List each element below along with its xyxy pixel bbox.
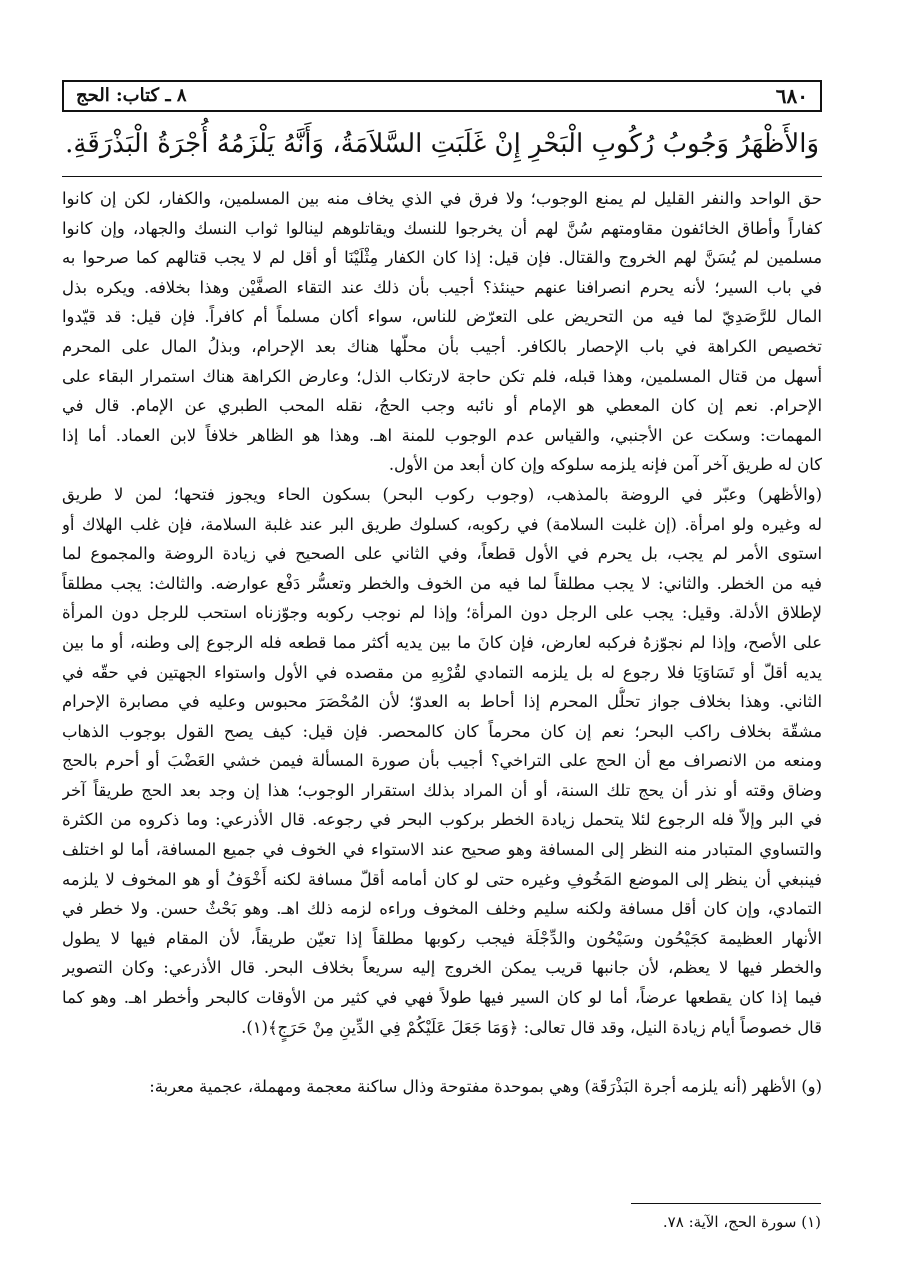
body-line: مسلمين لم يُسَنَّ لهم الخروج والقتال. فإن قيل: إذا كان الكفار مِثْلَيْنَا أو أقل لم لا يجب قتالهم كما صرحوا به [62, 248, 822, 268]
body-line: كان له طريق آخر آمن فإنه يلزمه سلوكه وإن كان أبعد من الأول. [388, 455, 822, 475]
body-line: لإطلاق الأدلة. وقيل: يجب على الرجل دون المرأة؛ وإذا لم نوجب ركوبه وجوّزناه استحب للرجل دون المرأة [62, 603, 822, 623]
body-line: له وغيره ولو امرأة. (إن غلبت السلامة) في ركوبه، كسلوك طريق البر عند غلبة السلامة، فإن غلب الهلاك أو [62, 514, 822, 534]
body-line: يديه أقلّ أو تَسَاوَيَا فلا رجوع له بل يلزمه التمادي لقُرْبِهِ من مقصده في الأول واستواء الجهتين في حقّه في [62, 662, 822, 682]
body-line: وضاق وقته أو نذر أن يحج تلك السنة، أو أن المراد بذلك استقرار الوجوب؛ هذا إن وجد بعد الحج طريقاً آخر [62, 780, 822, 800]
body-line: التمادي، وإن كان أقل مسافة ولكنه سليم وخلف المخوف وراءه لزمه ذلك اهـ. وهو بَحْثٌ حسن. ولا خطر في [62, 899, 822, 919]
body-line: ومنعه من الانصراف مع أن الحج على التراخي؟ أجيب بأن صورة المسألة فيمن خشي العَضْبَ أو أحرم بالحج [62, 751, 822, 771]
body-line: في البر وإلاّ فله الرجوع لئلا يتحمل زيادة الخطر بركوب البحر في رجوعه. قال الأذرعي: وما ذكروه من الكثرة [62, 810, 822, 830]
footnote-separator [631, 1203, 821, 1204]
body-line: مشقّة بخلاف راكب البحر؛ نعم إن كان محرماً كان كالمحصر. فإن قيل: كيف يصح القول بوجوب الذهاب [62, 721, 822, 741]
body-line: المهمات: وسكت عن الأجنبي، والقياس عدم الوجوب للمنة اهـ. وهذا هو الظاهر خلافاً لابن العماد. أما إذا [62, 425, 822, 445]
body-line: كفاراً وأطاق الخائفون مقاومتهم سُنَّ لهم أن يخرجوا للنسك ويقاتلوهم لينالوا ثواب النسك والجهاد، وإن كانوا [62, 218, 822, 238]
body-line: تخصيص الكراهة في باب الإحصار بالكافر. أجيب بأن محلّها هناك بعد الإحرام، وبذلُ المال على المحرم [62, 336, 822, 356]
body-line: الأنهار العظيمة كجَيْحُون وسَيْحُون والدِّجْلَة فيجب ركوبها مطلقاً إذا تعيّن طريقاً، لأن المقام فيها لا يطول [62, 928, 822, 948]
body-line: فيه من الخطر. والثاني: لا يجب مطلقاً لما فيه من الخوف والخطر وتعسُّر دَفْع عوارضه. والثالث: يجب مطلقاً [62, 573, 822, 593]
body-line: والتساوي المتبادر منه النظر إلى المسافة وهو صحيح عند الاستواء في الخوف في جميع المسافة، أما لو اختلف [62, 840, 822, 860]
page-number: ٦٨٠ [775, 84, 808, 108]
body-line: والخطر فيها لا يعظم، لأن جانبها قريب يمكن الخروج إليه سريعاً بخلاف البحر. قال الأذرعي: وكان التصوير [62, 958, 822, 978]
footnote: (١) سورة الحج، الآية: ٧٨. [662, 1213, 821, 1231]
body-line: في باب السير؛ لأنه يحرم انصرافنا عنهم حينئذ؟ أجيب بأن ذلك عند التقاء الصفَّيْن وهذا بخلافه. ويكره بذل [62, 277, 822, 297]
body-line: على الأصح، وإذا لم نجوّزهُ فركبه لعارض، فإن كانَ ما بين يديه أكثر مما قطعه فله الرجوع إلى وطنه، أو ما بين [62, 632, 822, 652]
body-line: فيما إذا كان يقطعها عرضاً، أما لو كان السير فيها طولاً فهي في كثير من الأوقات كالبحر وأخطر اهـ. وهو كما [62, 988, 822, 1008]
body-line: المال للرَّصَدِيّ لما فيه من التحريض على التعرّض للناس، سواء أكان مسلماً أم كافراً. فإن قيل: قد قيّدوا [62, 307, 822, 327]
body-line: (والأظهر) وعبّر في الروضة بالمذهب، (وجوب ركوب البحر) بسكون الحاء ويجوز فتحها؛ لمن لا طريق [62, 484, 822, 504]
commentary-body [62, 184, 822, 1101]
separator-rule [62, 176, 822, 177]
body-line: استوى الأمر لم يجب، بل يحرم في الأول قطعاً، وفي الثاني على الصحيح في زيادة الروضة والمجموع لما [62, 544, 822, 564]
body-line: الإحرام. نعم إن كان المعطي هو الإمام أو نائبه وجب الحجُ، نقله المحب الطبري عن الإمام. قال في [62, 396, 822, 416]
body-line: أسهل من قتال المسلمين، وهذا قبله، فلم تكن حاجة لارتكاب الذل؛ وعارض الكراهة هناك استمرار البقاء على [62, 366, 822, 386]
matn-text: وَالأَظْهَرُ وَجُوبُ رُكُوبِ الْبَحْرِ إِنْ غَلَبَتِ السَّلاَمَةُ، وَأَنَّهُ يَلْزَمُهُ أُجْرَةُ الْبَذْرَقَةِ. [65, 129, 819, 159]
body-line [62, 1042, 822, 1072]
running-header [62, 80, 822, 112]
body-line: حق الواحد والنفر القليل لم يمنع الوجوب؛ ولا فرق في الذي يخاف منه بين المسلمين، والكفار، لكن إن كانوا [62, 189, 822, 208]
body-line: فينبغي أن ينظر إلى الموضع المَخُوفِ وغيره حتى لو كان أمامه أقلّ مسافة لكنه أَخْوَفُ أو هو المخوف لا يلزمه [62, 869, 822, 889]
body-line: قال خصوصاً أيام زيادة النيل، وقد قال تعالى: ﴿وَمَا جَعَلَ عَلَيْكُمْ فِي الدِّينِ مِنْ حَرَجٍ﴾(١). [241, 1017, 822, 1037]
body-line: (و) الأظهر (أنه يلزمه أجرة البَذْرَقَة) وهي بموحدة مفتوحة وذال ساكنة معجمة ومهملة، عجمية معربة: [149, 1076, 822, 1096]
book-title: ٨ ـ كتاب: الحج [76, 85, 187, 106]
body-line: الثاني. وهذا بخلاف جواز تحلُّل المحرم إذا أحاط به العدوّ؛ لأن المُحْصَرَ محبوس وعليه في مصابرة الإحرام [62, 692, 822, 712]
